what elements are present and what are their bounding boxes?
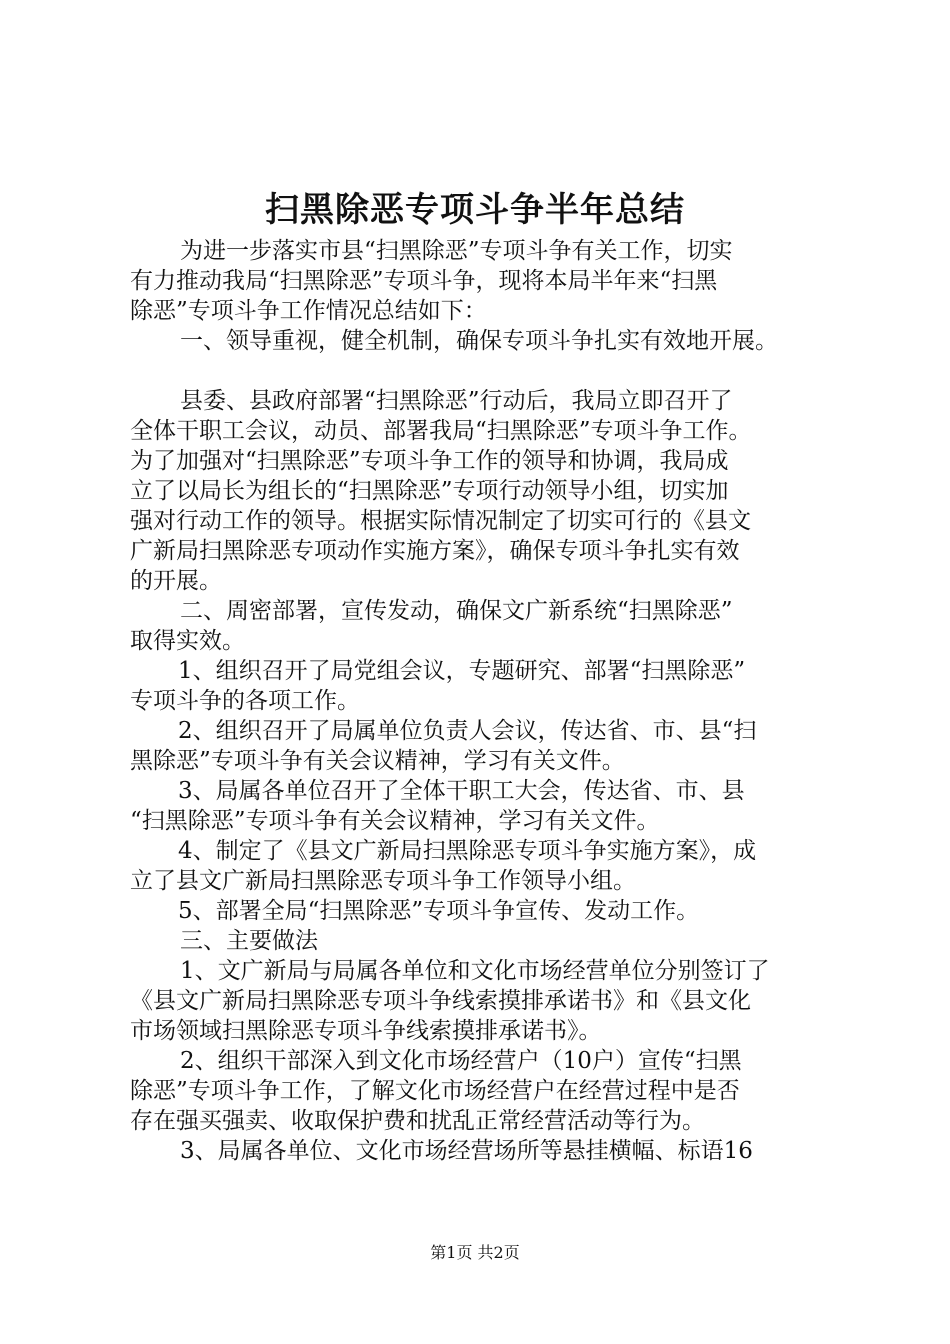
list-item: 3、局属各单位召开了全体干职工大会，传达省、市、县 — [178, 778, 745, 804]
list-item: 2、组织干部深入到文化市场经营户（10户）宣传“扫黑 — [180, 1048, 742, 1074]
list-item-cont: 黑除恶”专项斗争有关会议精神，学习有关文件。 — [130, 748, 625, 774]
list-item-cont: 《县文广新局扫黑除恶专项斗争线索摸排承诺书》和《县文化 — [130, 988, 751, 1014]
paragraph-line: 除恶”专项斗争工作情况总结如下： — [130, 298, 487, 324]
section-heading-cont: 取得实效。 — [130, 628, 245, 654]
list-item: 3、局属各单位、文化市场经营场所等悬挂横幅、标语16 — [180, 1138, 753, 1164]
list-item-cont: 市场领域扫黑除恶专项斗争线索摸排承诺书》。 — [130, 1018, 602, 1044]
paragraph-line: 全体干职工会议，动员、部署我局“扫黑除恶”专项斗争工作。 — [130, 418, 752, 444]
document-title: 扫黑除恶专项斗争半年总结 — [265, 190, 685, 230]
paragraph-line: 为了加强对“扫黑除恶”专项斗争工作的领导和协调，我局成 — [130, 448, 729, 474]
list-item-cont: 存在强买强卖、收取保护费和扰乱正常经营活动等行为。 — [130, 1108, 705, 1134]
list-item: 5、部署全局“扫黑除恶”专项斗争宣传、发动工作。 — [178, 898, 700, 924]
list-item-cont: “扫黑除恶”专项斗争有关会议精神，学习有关文件。 — [130, 808, 660, 834]
list-item: 2、组织召开了局属单位负责人会议，传达省、市、县“扫 — [178, 718, 757, 744]
list-item-cont: 除恶”专项斗争工作，了解文化市场经营户在经营过程中是否 — [130, 1078, 740, 1104]
paragraph-line: 县委、县政府部署“扫黑除恶”行动后，我局立即召开了 — [180, 388, 733, 414]
section-heading: 三、主要做法 — [180, 928, 318, 954]
paragraph-line: 强对行动工作的领导。根据实际情况制定了切实可行的《县文 — [130, 508, 751, 534]
section-heading: 一、领导重视，健全机制，确保专项斗争扎实有效地开展。 — [180, 328, 778, 354]
paragraph-line: 有力推动我局“扫黑除恶”专项斗争，现将本局半年来“扫黑 — [130, 268, 718, 294]
paragraph-line: 广新局扫黑除恶专项动作实施方案》，确保专项斗争扎实有效 — [130, 538, 740, 564]
list-item: 1、文广新局与局属各单位和文化市场经营单位分别签订了 — [180, 958, 770, 984]
section-heading: 二、周密部署，宣传发动，确保文广新系统“扫黑除恶” — [180, 598, 733, 624]
document-body — [130, 236, 830, 1166]
paragraph-line: 为进一步落实市县“扫黑除恶”专项斗争有关工作，切实 — [180, 238, 733, 264]
list-item: 1、组织召开了局党组会议，专题研究、部署“扫黑除恶” — [178, 658, 746, 684]
paragraph-line: 的开展。 — [130, 568, 222, 594]
page-footer: 第1页 共2页 — [430, 1243, 520, 1262]
blank-line — [130, 356, 830, 386]
list-item-cont: 专项斗争的各项工作。 — [130, 688, 360, 714]
list-item-cont: 立了县文广新局扫黑除恶专项斗争工作领导小组。 — [130, 868, 636, 894]
paragraph-line: 立了以局长为组长的“扫黑除恶”专项行动领导小组，切实加 — [130, 478, 729, 504]
list-item: 4、制定了《县文广新局扫黑除恶专项斗争实施方案》，成 — [178, 838, 757, 864]
